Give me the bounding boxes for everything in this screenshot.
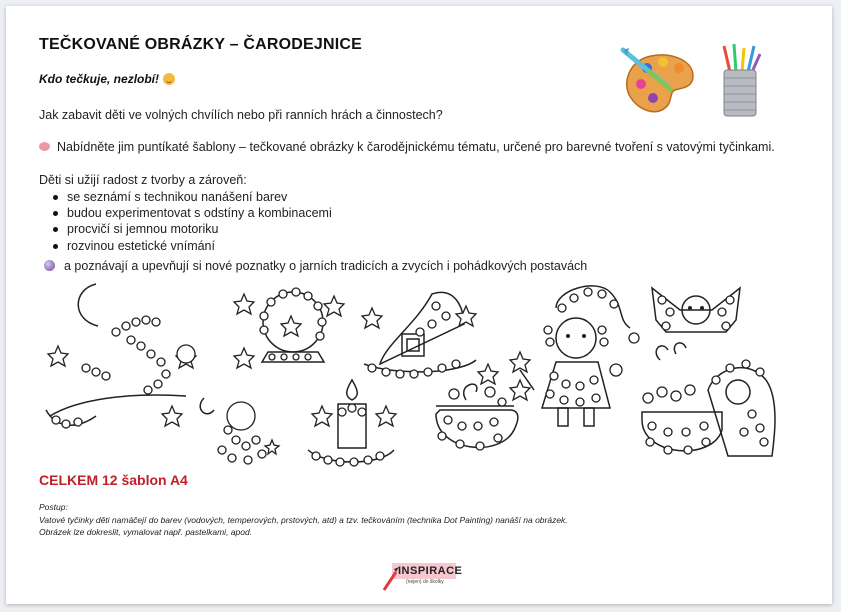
procedure-label: Postup: bbox=[39, 502, 68, 512]
intro-text: Jak zabavit děti ve volných chvílích nebo při ranních hrách a činnostech? bbox=[39, 108, 443, 122]
palette-icon bbox=[619, 46, 697, 116]
list-item: procvičí si jemnou motoriku bbox=[67, 221, 332, 237]
templates-total: CELKEM 12 šablon A4 bbox=[39, 472, 188, 488]
pencil-cup-icon bbox=[718, 42, 762, 118]
document-page bbox=[6, 6, 832, 604]
list-item: budou experimentovat s odstíny a kombinacemi bbox=[67, 206, 332, 221]
cauldron-illustration bbox=[436, 364, 530, 450]
page-title: TEČKOVANÉ OBRÁZKY – ČARODEJNICE bbox=[39, 36, 362, 53]
description-paragraph bbox=[39, 139, 799, 156]
logo-text: INSPIRACE bbox=[398, 565, 463, 577]
young-witch-illustration bbox=[510, 286, 639, 426]
candle-illustration bbox=[308, 380, 396, 466]
procedure-line: Obrázek lze dokreslit, vymalovat např. pastelkami, apod. bbox=[39, 527, 253, 537]
list-item: se seznámí s technikou nanášení barev bbox=[67, 189, 332, 205]
subtitle bbox=[39, 72, 175, 86]
brain-emoji-icon bbox=[39, 142, 50, 151]
inspirace-logo bbox=[382, 560, 463, 592]
smile-emoji-icon bbox=[163, 73, 175, 85]
crystal-ball-illustration bbox=[234, 288, 344, 368]
witch-on-broom-illustration bbox=[46, 284, 196, 428]
bat-illustration bbox=[652, 288, 740, 332]
logo-tagline: (nejen) do školky bbox=[406, 579, 444, 585]
traditions-text: a poznávají a upevňují si nové poznatky o jarních tradicích a zvycích i pohádkových postavách bbox=[64, 259, 588, 273]
benefits-list bbox=[39, 189, 332, 254]
traditions-line bbox=[44, 258, 587, 275]
procedure-text bbox=[39, 514, 568, 538]
kids-intro: Děti si užijí radost z tvorby a zároveň: bbox=[39, 173, 247, 187]
witch-hat-illustration bbox=[362, 292, 476, 378]
dot-art-illustrations bbox=[36, 280, 786, 470]
crystal-ball-icon bbox=[44, 260, 55, 271]
witch-with-cauldron-illustration bbox=[642, 343, 775, 456]
description-text: Nabídněte jim puntíkaté šablony – tečkované obrázky k čarodějnickému tématu, určené pro barevné tvoření s vatovými tyčinkami. bbox=[57, 140, 775, 154]
procedure-line: Vatové tyčinky děti namáčejí do barev (vodových, temperových, prstových, atd) a tzv. tečkováním (technika Dot Painting) nanáší na obrázek. bbox=[39, 515, 568, 525]
cat-illustration bbox=[200, 398, 279, 464]
list-item: rozvinou estetické vnímání bbox=[67, 238, 332, 254]
subtitle-text: Kdo tečkuje, nezlobí! bbox=[39, 72, 160, 86]
